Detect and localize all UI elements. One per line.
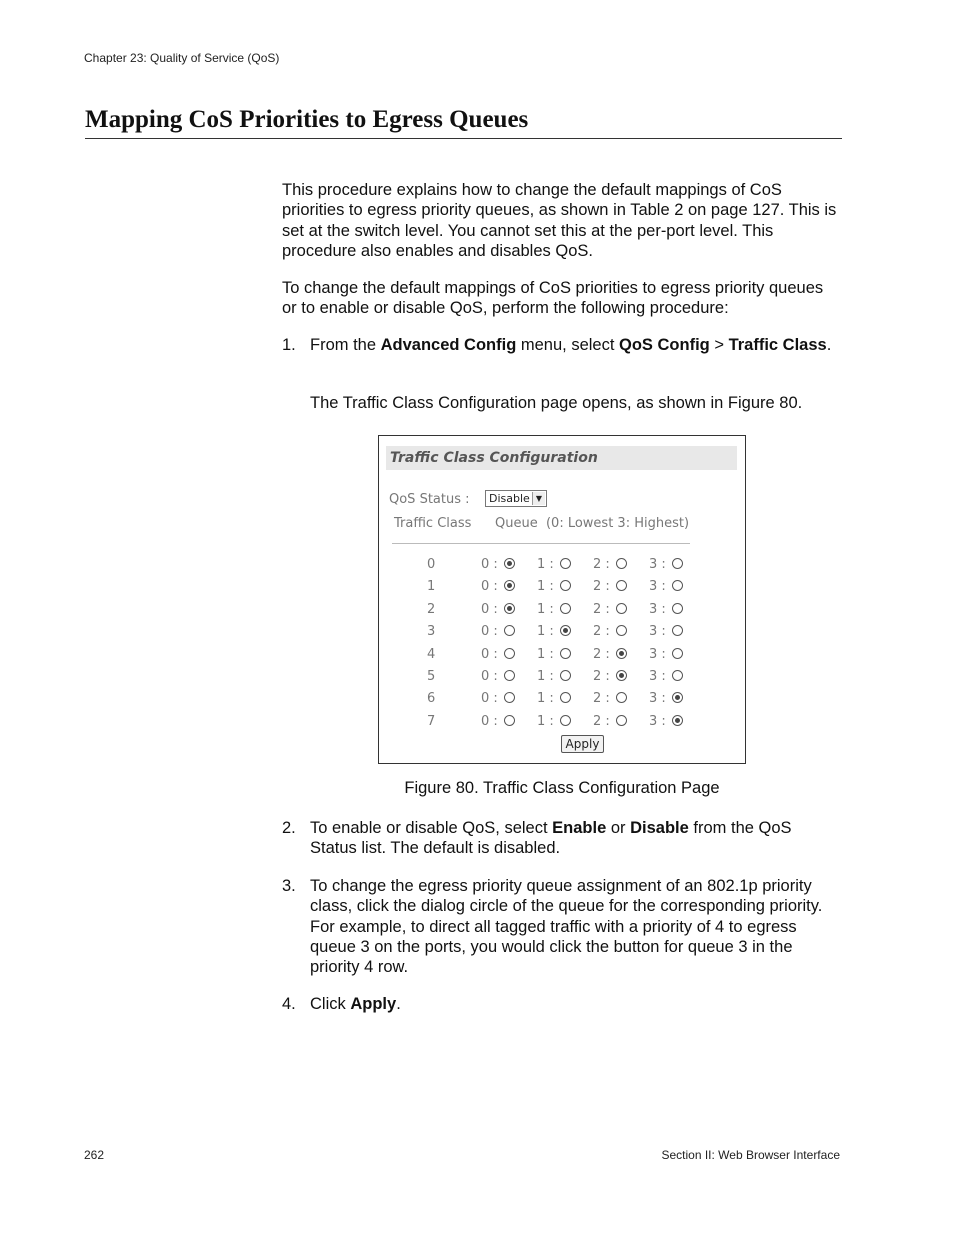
queue-option-label: 0 : xyxy=(481,646,498,662)
queue-option-label: 1 : xyxy=(537,669,554,684)
queue-radio[interactable] xyxy=(560,692,571,703)
figure-caption: Figure 80. Traffic Class Configuration Page xyxy=(404,779,720,797)
queue-option xyxy=(481,579,515,595)
queue-option xyxy=(537,714,571,730)
queue-radio[interactable] xyxy=(616,558,627,569)
queue-radio[interactable] xyxy=(672,603,683,614)
queue-radio[interactable] xyxy=(560,670,571,681)
queue-radio[interactable] xyxy=(672,715,683,726)
queue-radio[interactable] xyxy=(504,692,515,703)
queue-option xyxy=(537,624,571,640)
queue-option xyxy=(537,691,571,707)
queue-option xyxy=(593,647,627,663)
queue-option-label: 2 : xyxy=(593,601,610,617)
queue-radio[interactable] xyxy=(560,715,571,726)
queue-option xyxy=(649,714,683,730)
queue-radio[interactable] xyxy=(616,580,627,591)
queue-radio[interactable] xyxy=(504,648,515,659)
queue-option-label: 3 : xyxy=(649,691,666,707)
queue-option-label: 2 : xyxy=(593,691,610,707)
qos-status-value: Disable xyxy=(489,492,530,505)
queue-option xyxy=(649,669,683,685)
intro-paragraph-1: This procedure explains how to change the default mappings of CoS priorities to egress priority queues, as shown in Table 2 on page 127. This is set at the switch level. You cannot set this at the per-port level. This procedure also enables and disables QoS. xyxy=(282,181,837,260)
queue-radio[interactable] xyxy=(504,558,515,569)
queue-option xyxy=(593,691,627,707)
queue-option-label: 1 : xyxy=(537,713,554,729)
queue-radio[interactable] xyxy=(504,625,515,636)
queue-option xyxy=(593,714,627,730)
queue-radio[interactable] xyxy=(616,625,627,636)
queue-option xyxy=(481,557,515,573)
traffic-class-label: 4 xyxy=(427,646,436,662)
queue-option xyxy=(593,624,627,640)
queue-radio[interactable] xyxy=(672,692,683,703)
queue-option-label: 1 : xyxy=(537,601,554,617)
queue-option-label: 2 : xyxy=(593,579,610,595)
step-3: To change the egress priority queue assignment of an 802.1p priority class, click the dialog circle of the queue for the corresponding priority. For example, to direct all tagged traffic with a priority of 4 to egress queue 3 on the ports, you would click the button for queue 3 in the priority 4 row. xyxy=(310,877,823,977)
queue-option xyxy=(649,624,683,640)
queue-radio[interactable] xyxy=(616,670,627,681)
page-number: 262 xyxy=(84,1148,105,1162)
queue-option-label: 0 : xyxy=(481,713,498,729)
step-1-note: The Traffic Class Configuration page opens, as shown in Figure 80. xyxy=(310,394,803,412)
queue-option xyxy=(481,647,515,663)
queue-option xyxy=(537,557,571,573)
step-4: Click Apply. xyxy=(310,995,401,1013)
queue-option-label: 3 : xyxy=(649,579,666,595)
queue-option xyxy=(481,624,515,640)
queue-option-label: 2 : xyxy=(593,713,610,729)
section-title: Mapping CoS Priorities to Egress Queues xyxy=(85,106,842,139)
queue-option xyxy=(537,602,571,618)
queue-radio[interactable] xyxy=(504,670,515,681)
traffic-class-label: 1 xyxy=(427,579,436,595)
queue-option xyxy=(481,669,515,685)
queue-option xyxy=(593,579,627,595)
step-number: 3. xyxy=(282,877,296,895)
queue-option-label: 2 : xyxy=(593,646,610,662)
queue-option-label: 1 : xyxy=(537,579,554,595)
traffic-class-label: 2 xyxy=(427,601,436,617)
queue-option xyxy=(593,602,627,618)
queue-option-label: 0 : xyxy=(481,579,498,595)
apply-button[interactable]: Apply xyxy=(561,735,604,753)
queue-radio[interactable] xyxy=(672,648,683,659)
queue-radio[interactable] xyxy=(560,648,571,659)
queue-option xyxy=(649,579,683,595)
qos-status-select[interactable] xyxy=(485,490,547,507)
chevron-down-icon: ▼ xyxy=(532,492,545,505)
queue-radio[interactable] xyxy=(504,715,515,726)
step-number: 4. xyxy=(282,995,296,1013)
queue-option-label: 0 : xyxy=(481,669,498,684)
queue-option-label: 0 : xyxy=(481,557,498,572)
queue-radio[interactable] xyxy=(560,580,571,591)
queue-option-label: 3 : xyxy=(649,624,666,640)
queue-radio[interactable] xyxy=(616,603,627,614)
queue-option-label: 1 : xyxy=(537,646,554,662)
queue-radio[interactable] xyxy=(504,580,515,591)
queue-option-label: 3 : xyxy=(649,713,666,729)
queue-option-label: 0 : xyxy=(481,691,498,707)
step-number: 2. xyxy=(282,819,296,837)
queue-option-label: 0 : xyxy=(481,624,498,640)
step-number: 1. xyxy=(282,336,296,354)
qos-status-label: QoS Status : xyxy=(389,492,470,507)
queue-option-label: 2 : xyxy=(593,624,610,640)
queue-radio[interactable] xyxy=(504,603,515,614)
queue-option-label: 3 : xyxy=(649,557,666,572)
traffic-class-label: 7 xyxy=(427,713,436,729)
step-1: From the Advanced Config menu, select QoS Config > Traffic Class. xyxy=(310,336,832,354)
queue-option xyxy=(649,691,683,707)
queue-radio[interactable] xyxy=(616,692,627,703)
traffic-class-figure xyxy=(378,435,746,764)
figure-title: Traffic Class Configuration xyxy=(386,446,737,470)
queue-radio[interactable] xyxy=(672,625,683,636)
queue-option xyxy=(649,557,683,573)
queue-option-label: 1 : xyxy=(537,624,554,640)
queue-option xyxy=(481,691,515,707)
queue-option xyxy=(649,602,683,618)
queue-option xyxy=(537,647,571,663)
divider xyxy=(392,543,690,544)
queue-radio[interactable] xyxy=(672,670,683,681)
queue-option xyxy=(537,669,571,685)
queue-option-label: 3 : xyxy=(649,646,666,662)
queue-radio[interactable] xyxy=(560,558,571,569)
queue-option xyxy=(481,602,515,618)
intro-paragraph-2: To change the default mappings of CoS priorities to egress priority queues or to enable or disable QoS, perform the following procedure: xyxy=(282,279,824,318)
queue-option-label: 2 : xyxy=(593,669,610,684)
queue-option-label: 3 : xyxy=(649,669,666,684)
traffic-class-column-header: Traffic Class xyxy=(394,516,472,531)
queue-option-label: 1 : xyxy=(537,691,554,707)
traffic-class-label: 0 xyxy=(427,557,436,572)
running-header: Chapter 23: Quality of Service (QoS) xyxy=(84,51,280,65)
step-2: To enable or disable QoS, select Enable or Disable from the QoS Status list. The default is disabled. xyxy=(310,819,792,858)
queue-option-label: 2 : xyxy=(593,557,610,572)
queue-option-label: 3 : xyxy=(649,601,666,617)
traffic-class-label: 6 xyxy=(427,691,436,707)
queue-column-header: Queue (0: Lowest 3: Highest) xyxy=(495,516,690,531)
queue-option xyxy=(649,647,683,663)
queue-option-label: 0 : xyxy=(481,601,498,617)
traffic-class-label: 5 xyxy=(427,669,436,684)
traffic-class-label: 3 xyxy=(427,624,436,640)
queue-radio[interactable] xyxy=(560,603,571,614)
queue-radio[interactable] xyxy=(616,648,627,659)
queue-radio[interactable] xyxy=(672,558,683,569)
footer-section: Section II: Web Browser Interface xyxy=(661,1148,840,1162)
queue-radio[interactable] xyxy=(616,715,627,726)
queue-option xyxy=(593,557,627,573)
queue-option xyxy=(537,579,571,595)
queue-radio[interactable] xyxy=(672,580,683,591)
queue-option xyxy=(593,669,627,685)
queue-radio[interactable] xyxy=(560,625,571,636)
queue-option xyxy=(481,714,515,730)
queue-option-label: 1 : xyxy=(537,557,554,572)
